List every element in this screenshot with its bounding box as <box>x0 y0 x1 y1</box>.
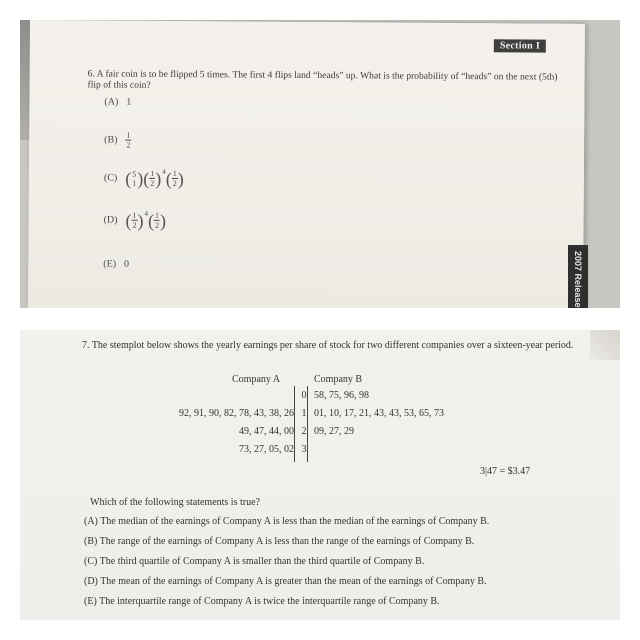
binomial-expression: ( 5 1 ) ( $\frac{1}{2}$ ) 4 ( $\frac{1}{2}$ ) <box>125 167 184 189</box>
option-a: (A) The median of the earnings of Company A is less than the median of the earnings of Company B. <box>84 516 490 527</box>
numerator: 1 <box>154 210 160 220</box>
section-badge: Section I <box>494 39 546 52</box>
choice-e <box>103 259 129 270</box>
choice-value: 1 <box>126 96 132 108</box>
choice-a <box>104 97 131 108</box>
question-number: 6. <box>87 68 95 80</box>
exponent: 4 <box>162 167 166 176</box>
choice-label: (C) <box>103 172 118 184</box>
denominator: 2 <box>132 220 137 230</box>
stemplot-row <box>120 444 520 462</box>
numerator: 1 <box>150 168 155 178</box>
option-e: (E) The interquartile range of Company A is twice the interquartile range of Company B. <box>84 596 440 607</box>
release-strip <box>568 245 588 308</box>
leaves-company-a: 92, 91, 90, 82, 78, 43, 38, 26 <box>179 408 294 419</box>
denominator: 2 <box>172 179 177 189</box>
leaves-company-b: 58, 75, 96, 98 <box>314 390 369 401</box>
choice-label: (B) <box>104 134 118 146</box>
denominator: 2 <box>154 220 159 230</box>
choice-c <box>104 169 184 189</box>
option-b: (B) The range of the earnings of Company A is less than the range of the earnings of Company B. <box>84 536 475 547</box>
bottom-page <box>20 330 620 620</box>
top-photo <box>20 20 620 308</box>
choice-label: (D) <box>103 214 118 226</box>
numerator: 1 <box>172 169 177 179</box>
binom-top: 5 <box>132 169 137 179</box>
stemplot-row <box>120 408 520 426</box>
stemplot-header-a: Company A <box>232 374 281 385</box>
expression: ( $\frac{1}{2}$ ) 4 ( $\frac{1}{2}$ ) <box>125 209 167 231</box>
question-text: The stemplot below shows the yearly earnings per share of stock for two different companies over a sixteen-year period. <box>91 340 574 351</box>
leaves-company-a: 73, 27, 05, 02 <box>239 444 294 455</box>
question-text: A fair coin is to be flipped 5 times. The first 4 flips land “heads” up. What is the probability of “heads” on the next (5th) flip of this coin? <box>87 68 558 91</box>
option-c: (C) The third quartile of Company A is smaller than the third quartile of Company B. <box>84 556 425 567</box>
numerator: 1 <box>132 210 137 220</box>
stemplot-header-b: Company B <box>314 374 363 385</box>
stemplot-row <box>120 390 520 408</box>
leaves-company-a: 49, 47, 44, 00 <box>239 426 294 437</box>
bottom-photo <box>20 330 620 620</box>
stem-value: 1 <box>301 408 307 419</box>
choice-label: (E) <box>103 258 117 270</box>
stemplot-row <box>120 426 520 444</box>
choice-label: (A) <box>104 96 119 108</box>
binom-bottom: 1 <box>132 178 137 188</box>
stemplot-key: 3|47 = $3.47 <box>480 466 531 477</box>
top-page <box>28 20 585 308</box>
question-number: 7. <box>82 340 90 351</box>
fraction <box>125 131 131 150</box>
leaves-company-b: 09, 27, 29 <box>314 426 354 437</box>
exponent: 4 <box>144 209 149 218</box>
choice-value: 0 <box>124 258 130 270</box>
choice-d <box>104 211 167 230</box>
numerator: 1 <box>126 130 131 140</box>
choice-b <box>104 131 131 150</box>
stem-value: 3 <box>301 444 307 455</box>
stem-value: 2 <box>301 426 307 437</box>
leaves-company-b: 01, 10, 17, 21, 43, 43, 53, 65, 73 <box>314 408 444 419</box>
question-7 <box>82 340 602 351</box>
denominator: 2 <box>126 140 131 150</box>
question-6 <box>88 68 558 93</box>
stem-value: 0 <box>301 390 307 401</box>
release-label: 2007 Release <box>573 251 583 308</box>
denominator: 2 <box>150 178 155 188</box>
question-prompt: Which of the following statements is true? <box>90 497 260 508</box>
option-d: (D) The mean of the earnings of Company A is greater than the mean of the earnings of Company B. <box>84 576 487 587</box>
